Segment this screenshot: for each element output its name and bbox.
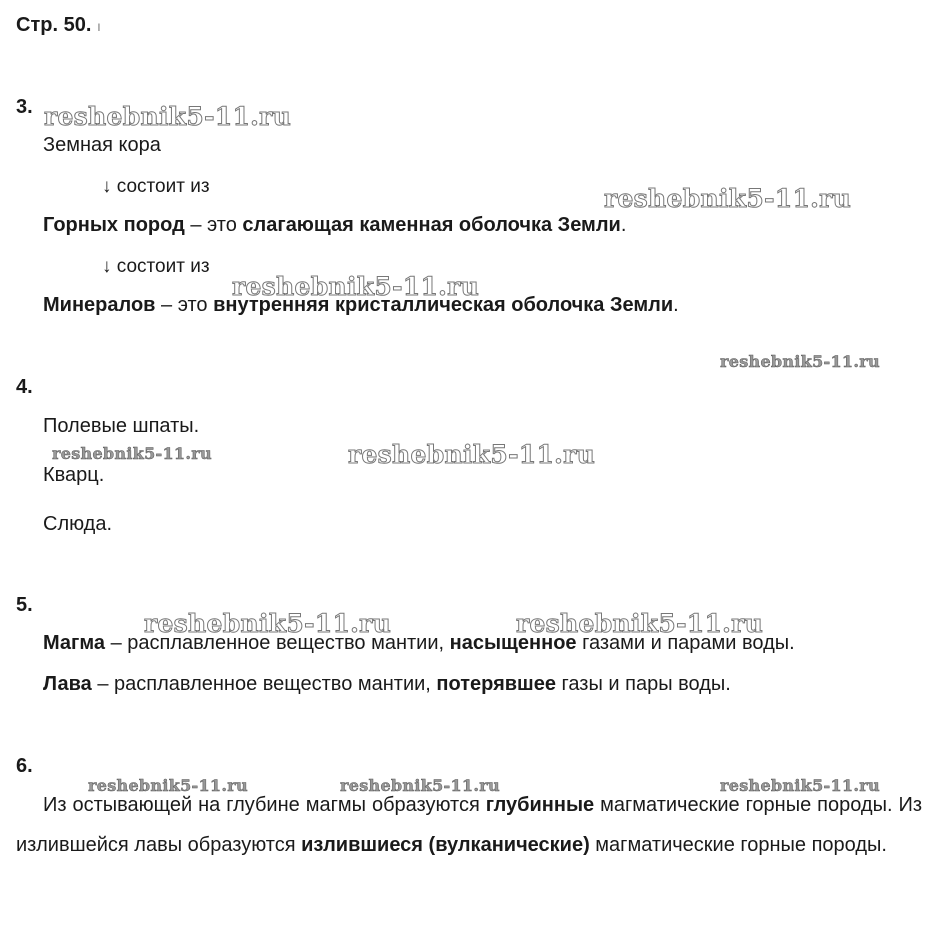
lava-end: газы и пары воды. [555,673,731,695]
task3-line2 [43,214,626,237]
definition-rocks: слагающая каменная оболочка Земли [242,214,621,236]
task3-line3-mid: – это [155,294,214,316]
magma-keyword: насыщенное [449,632,577,654]
lava-text: – расплавленное вещество мантии, [91,673,437,695]
task6-paragraph [16,785,922,865]
term-lava: Лава [43,673,92,695]
task3-line2-mid: – это [184,214,243,236]
task4-item: Полевые шпаты. [43,415,200,437]
page-header-mark: ı [96,18,101,34]
task3-number: 3. [16,96,33,118]
task6-text-2: магматические горные породы. Из излившейся лавы образуются [16,794,922,856]
term-magma: Магма [43,632,106,654]
task3-arrow-row-1 [102,176,210,198]
watermark-logo: reshebnik5-11.ru [144,609,392,638]
watermark-logo: reshebnik5-11.ru [348,440,596,469]
definition-minerals: внутренняя кристаллическая оболочка Земли [213,294,674,316]
watermark-logo: reshebnik5-11.ru [516,609,764,638]
task5-lava-line [43,673,731,696]
consists-of-label: состоит из [116,256,210,277]
task3-line3-end: . [673,294,679,316]
task3-arrow-row-2 [102,256,210,278]
term-extrusive: излившиеся (вулканические) [301,834,590,856]
task3-line1: Земная кора [43,134,161,156]
watermark-logo: reshebnik5-11.ru [340,776,500,795]
task3-line2-end: . [620,214,627,236]
term-rocks: Горных пород [43,214,185,236]
task6-text-1: Из остывающей на глубине магмы образуются [43,794,486,816]
page-header-text: Стр. 50. [16,14,92,36]
watermark-logo: reshebnik5-11.ru [88,776,248,795]
term-intrusive: глубинные [485,794,595,816]
magma-text: – расплавленное вещество мантии, [105,632,450,654]
task4-item: Кварц. [43,464,105,486]
task6-number: 6. [16,755,33,777]
lava-keyword: потерявшее [436,673,556,695]
task4-item: Слюда. [43,513,113,535]
down-arrow-icon: ↓ [102,176,112,197]
watermark-logo: reshebnik5-11.ru [44,102,292,131]
magma-end: газами и парами воды. [576,632,795,654]
consists-of-label: состоит из [116,176,210,197]
watermark-logo: reshebnik5-11.ru [52,444,212,463]
term-minerals: Минералов [43,294,156,316]
watermark-logo: reshebnik5-11.ru [720,776,880,795]
watermark-logo: reshebnik5-11.ru [604,184,852,213]
watermark-logo: reshebnik5-11.ru [720,352,880,371]
task6-text-3: магматические горные породы. [589,834,887,856]
page-header [16,14,101,37]
task4-number: 4. [16,376,33,398]
down-arrow-icon: ↓ [102,256,112,277]
task5-number: 5. [16,594,33,616]
watermark-logo: reshebnik5-11.ru [232,272,480,301]
